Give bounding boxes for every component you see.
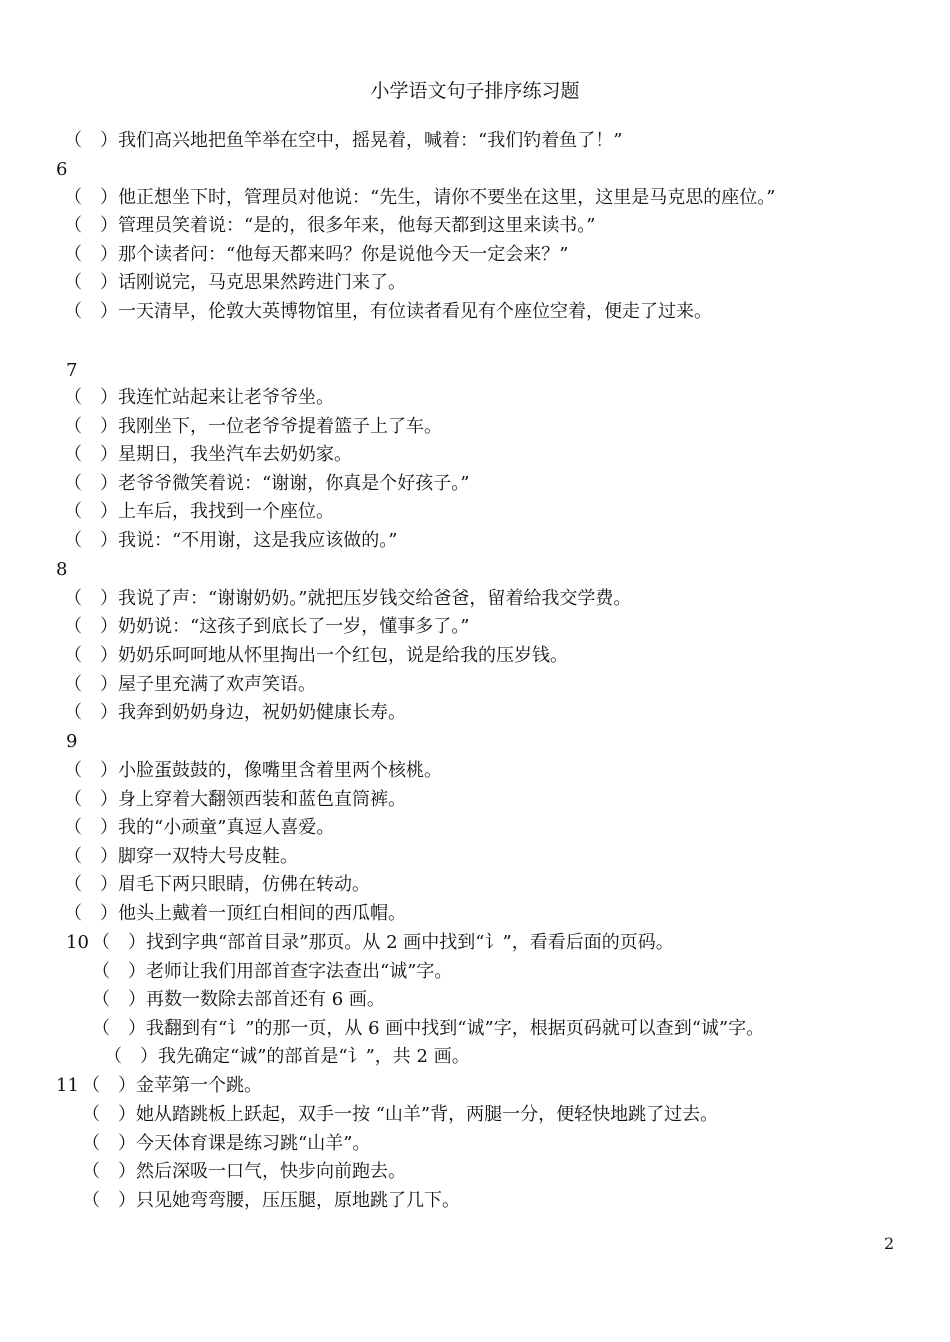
q8-item [64, 641, 568, 670]
answer-blank[interactable]: （ ） [64, 187, 118, 208]
q10-item [92, 957, 452, 986]
page-title: 小学语文句子排序练习题 [370, 80, 580, 102]
answer-blank[interactable]: （ ） [82, 1104, 136, 1125]
q9-item [64, 870, 370, 899]
question-number-7: 7 [66, 360, 78, 381]
sentence-text: 老爷爷微笑着说：“谢谢，你真是个好孩子。” [118, 473, 470, 494]
answer-blank[interactable]: （ ） [64, 473, 118, 494]
q8-item [64, 698, 406, 727]
sentence-text: 眉毛下两只眼睛，仿佛在转动。 [118, 874, 370, 895]
sentence-text: 一天清早，伦敦大英博物馆里，有位读者看见有个座位空着，便走了过来。 [118, 301, 712, 322]
q9-item [64, 842, 298, 871]
q9-item [64, 785, 406, 814]
answer-blank[interactable]: （ ） [64, 530, 118, 551]
q11-item [82, 1186, 460, 1215]
answer-blank[interactable]: （ ） [64, 272, 118, 293]
q5-item [64, 126, 622, 155]
q7-item [64, 469, 469, 498]
q10-item [92, 928, 674, 957]
sentence-text: 她从踏跳板上跃起，双手一按 “山羊”背，两腿一分，便轻快地跳了过去。 [136, 1104, 719, 1125]
question-number-10: 10 [66, 932, 89, 953]
q9-item [64, 813, 334, 842]
answer-blank[interactable]: （ ） [64, 702, 118, 723]
sentence-text: 我奔到奶奶身边，祝奶奶健康长寿。 [118, 702, 406, 723]
q7-item [64, 440, 352, 469]
answer-blank[interactable]: （ ） [92, 989, 146, 1010]
answer-blank[interactable]: （ ） [64, 674, 118, 695]
sentence-text: 今天体育课是练习跳“山羊”。 [136, 1133, 371, 1154]
sentence-text: 老师让我们用部首查字法查出“诚”字。 [146, 961, 453, 982]
q11-item [82, 1157, 406, 1186]
sentence-text: 管理员笑着说：“是的，很多年来，他每天都到这里来读书。” [118, 215, 596, 236]
answer-blank[interactable]: （ ） [64, 416, 118, 437]
answer-blank[interactable]: （ ） [64, 130, 118, 151]
answer-blank[interactable]: （ ） [64, 616, 118, 637]
question-number-9: 9 [66, 731, 78, 752]
answer-blank[interactable]: （ ） [82, 1075, 136, 1096]
q8-item [64, 612, 469, 641]
sentence-text: 我连忙站起来让老爷爷坐。 [118, 387, 334, 408]
answer-blank[interactable]: （ ） [64, 244, 118, 265]
sentence-text: 话刚说完，马克思果然跨进门来了。 [118, 272, 406, 293]
question-number-11: 11 [56, 1075, 79, 1096]
q6-item [64, 268, 406, 297]
answer-blank[interactable]: （ ） [64, 817, 118, 838]
sentence-text: 我刚坐下，一位老爷爷提着篮子上了车。 [118, 416, 442, 437]
sentence-text: 他正想坐下时，管理员对他说：“先生，请你不要坐在这里，这里是马克思的座位。” [118, 187, 776, 208]
answer-blank[interactable]: （ ） [64, 444, 118, 465]
sentence-text: 只见她弯弯腰，压压腿，原地跳了几下。 [136, 1190, 460, 1211]
sentence-text: 然后深吸一口气，快步向前跑去。 [136, 1161, 406, 1182]
answer-blank[interactable]: （ ） [64, 645, 118, 666]
answer-blank[interactable]: （ ） [92, 961, 146, 982]
q8-item [64, 584, 631, 613]
q10-item [92, 985, 385, 1014]
sentence-text: 上车后，我找到一个座位。 [118, 501, 334, 522]
answer-blank[interactable]: （ ） [82, 1161, 136, 1182]
sentence-text: 我翻到有“讠”的那一页，从 6 画中找到“诚”字，根据页码就可以查到“诚”字。 [146, 1018, 765, 1039]
answer-blank[interactable]: （ ） [64, 874, 118, 895]
answer-blank[interactable]: （ ） [64, 215, 118, 236]
sentence-text: 屋子里充满了欢声笑语。 [118, 674, 316, 695]
sentence-text: 我说了声：“谢谢奶奶。”就把压岁钱交给爸爸，留着给我交学费。 [118, 588, 632, 609]
q8-item [64, 670, 316, 699]
sentence-text: 我的“小顽童”真逗人喜爱。 [118, 817, 335, 838]
q9-item [64, 899, 406, 928]
sentence-text: 奶奶说：“这孩子到底长了一岁，懂事多了。” [118, 616, 470, 637]
sentence-text: 那个读者问：“他每天都来吗？你是说他今天一定会来？” [118, 244, 569, 265]
sentence-text: 身上穿着大翻领西装和蓝色直筒裤。 [118, 789, 406, 810]
answer-blank[interactable]: （ ） [64, 387, 118, 408]
q6-item [64, 297, 712, 326]
sentence-text: 奶奶乐呵呵地从怀里掏出一个红包，说是给我的压岁钱。 [118, 645, 568, 666]
page-number: 2 [884, 1234, 895, 1253]
answer-blank[interactable]: （ ） [92, 932, 146, 953]
q9-item [64, 756, 442, 785]
answer-blank[interactable]: （ ） [64, 501, 118, 522]
answer-blank[interactable]: （ ） [64, 301, 118, 322]
question-number-6: 6 [56, 159, 68, 180]
sentence-text: 我们高兴地把鱼竿举在空中，摇晃着，喊着：“我们钓着鱼了！” [118, 130, 623, 151]
answer-blank[interactable]: （ ） [82, 1133, 136, 1154]
sentence-text: 我先确定“诚”的部首是“讠”，共 2 画。 [158, 1046, 470, 1067]
q7-item [64, 497, 334, 526]
sentence-text: 金苹第一个跳。 [136, 1075, 262, 1096]
sentence-text: 星期日，我坐汽车去奶奶家。 [118, 444, 352, 465]
sentence-text: 找到字典“部首目录”那页。从 2 画中找到“讠”，看看后面的页码。 [146, 932, 674, 953]
sentence-text: 再数一数除去部首还有 6 画。 [146, 989, 385, 1010]
q6-item [64, 211, 595, 240]
question-number-8: 8 [56, 559, 68, 580]
answer-blank[interactable]: （ ） [64, 789, 118, 810]
q7-item [64, 526, 397, 555]
answer-blank[interactable]: （ ） [64, 846, 118, 867]
q6-item [64, 240, 568, 269]
answer-blank[interactable]: （ ） [104, 1046, 158, 1067]
sentence-text: 小脸蛋鼓鼓的，像嘴里含着里两个核桃。 [118, 760, 442, 781]
answer-blank[interactable]: （ ） [64, 588, 118, 609]
answer-blank[interactable]: （ ） [82, 1190, 136, 1211]
q11-item [82, 1100, 718, 1129]
sentence-text: 脚穿一双特大号皮鞋。 [118, 846, 298, 867]
q11-item [82, 1129, 370, 1158]
q11-item [82, 1071, 262, 1100]
q10-item [104, 1042, 470, 1071]
q10-item [92, 1014, 764, 1043]
sentence-text: 他头上戴着一顶红白相间的西瓜帽。 [118, 903, 406, 924]
sentence-text: 我说：“不用谢，这是我应该做的。” [118, 530, 398, 551]
q7-item [64, 383, 334, 412]
answer-blank[interactable]: （ ） [92, 1018, 146, 1039]
q6-item [64, 183, 775, 212]
answer-blank[interactable]: （ ） [64, 903, 118, 924]
answer-blank[interactable]: （ ） [64, 760, 118, 781]
q7-item [64, 412, 442, 441]
